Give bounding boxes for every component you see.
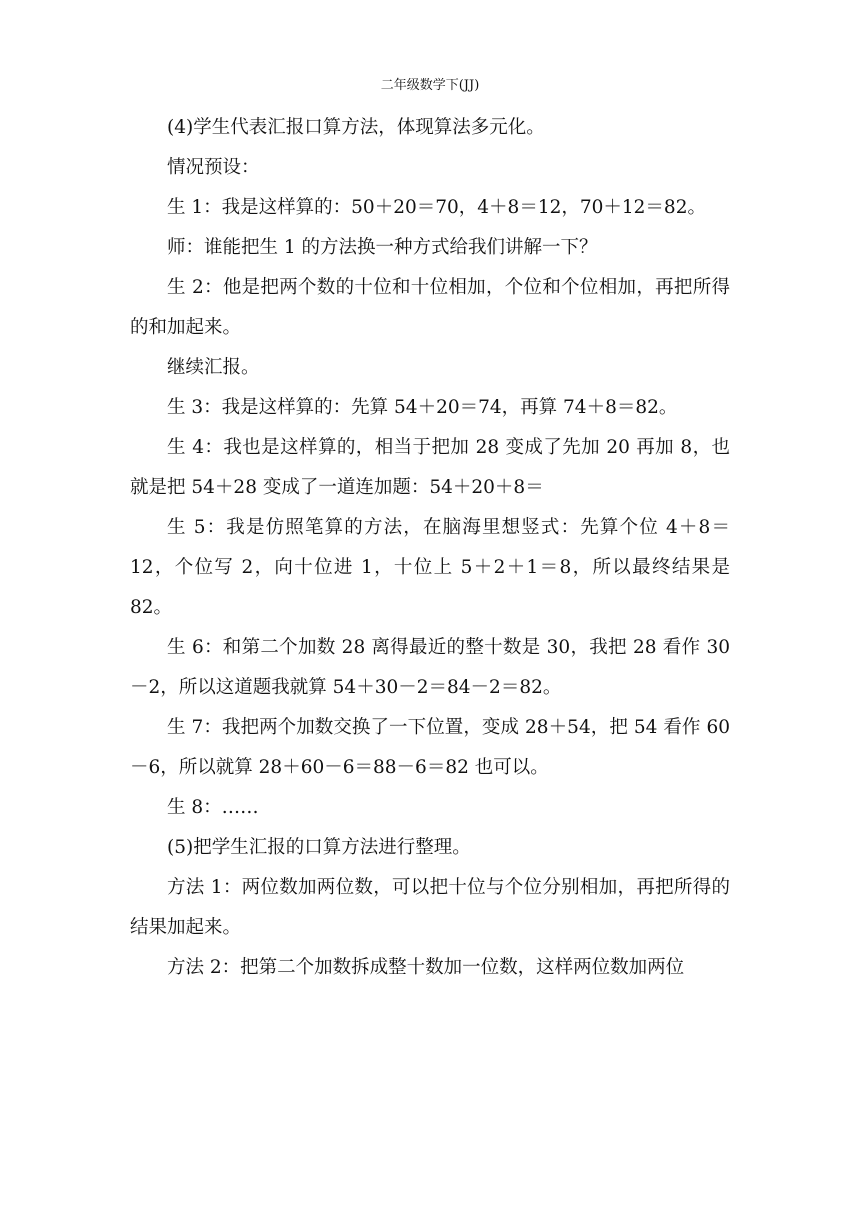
page-header: 二年级数学下(JJ) xyxy=(380,78,480,93)
document-body xyxy=(130,108,730,988)
paragraph-student-2: 生 2：他是把两个数的十位和十位相加，个位和个位相加，再把所得的和加起来。 xyxy=(130,277,730,338)
paragraph-method-2: 方法 2：把第二个加数拆成整十数加一位数，这样两位数加两位 xyxy=(167,957,685,978)
paragraph-step-5: (5)把学生汇报的口算方法进行整理。 xyxy=(167,837,471,858)
paragraph-situation-preset: 情况预设： xyxy=(167,157,260,178)
paragraph-step-4: (4)学生代表汇报口算方法，体现算法多元化。 xyxy=(167,117,545,138)
paragraph-continue-report: 继续汇报。 xyxy=(167,357,260,378)
paragraph-student-1: 生 1：我是这样算的：50＋20＝70，4＋8＝12，70＋12＝82。 xyxy=(167,197,706,218)
paragraph-student-4: 生 4：我也是这样算的，相当于把加 28 变成了先加 20 再加 8，也就是把 54＋28 变成了一道连加题：54＋20＋8＝ xyxy=(130,437,730,498)
paragraph-method-1: 方法 1：两位数加两位数，可以把十位与个位分别相加，再把所得的结果加起来。 xyxy=(130,877,730,938)
paragraph-student-5: 生 5：我是仿照笔算的方法，在脑海里想竖式：先算个位 4＋8＝12，个位写 2，向十位进 1，十位上 5＋2＋1＝8，所以最终结果是 82。 xyxy=(130,517,730,618)
paragraph-teacher-question: 师：谁能把生 1 的方法换一种方式给我们讲解一下？ xyxy=(167,237,598,258)
paragraph-student-7: 生 7：我把两个加数交换了一下位置，变成 28＋54，把 54 看作 60－6，所以就算 28＋60－6＝88－6＝82 也可以。 xyxy=(130,717,730,778)
paragraph-student-3: 生 3：我是这样算的：先算 54＋20＝74，再算 74＋8＝82。 xyxy=(167,397,678,418)
paragraph-student-8: 生 8：…… xyxy=(167,797,259,818)
paragraph-student-6: 生 6：和第二个加数 28 离得最近的整十数是 30，我把 28 看作 30－2，所以这道题我就算 54＋30－2＝84－2＝82。 xyxy=(130,637,730,698)
